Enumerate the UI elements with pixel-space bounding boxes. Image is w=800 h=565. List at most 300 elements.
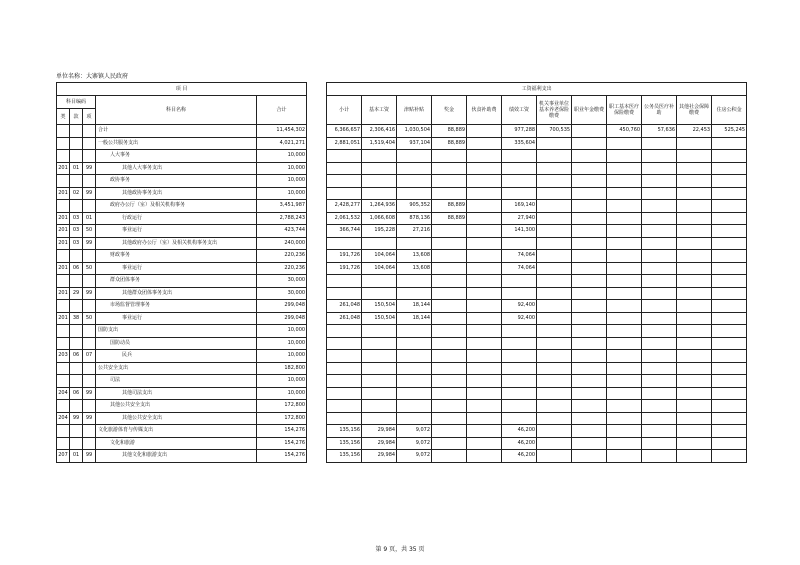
- value-cell: [607, 150, 642, 163]
- value-cell: 6,366,657: [327, 125, 362, 138]
- value-cell: [432, 400, 467, 413]
- table-row: [57, 187, 747, 200]
- code-kuan: 06: [70, 387, 83, 400]
- value-cell: [607, 337, 642, 350]
- value-cell: [327, 237, 362, 250]
- value-cell: [327, 187, 362, 200]
- value-cell: [362, 325, 397, 338]
- header-wage-group: 工资福利支出: [327, 83, 747, 96]
- gap-cell: [307, 150, 327, 163]
- value-cell: [537, 437, 572, 450]
- value-cell: [467, 162, 502, 175]
- table-row: [57, 125, 747, 138]
- value-cell: [712, 200, 747, 213]
- subject-name: 人大事务: [96, 150, 257, 163]
- total-cell: 10,000: [257, 325, 307, 338]
- gap-cell: [307, 450, 327, 463]
- value-cell: [712, 250, 747, 263]
- value-cell: 74,064: [502, 262, 537, 275]
- value-cell: [642, 412, 677, 425]
- code-lei: 201: [57, 262, 70, 275]
- value-cell: [467, 200, 502, 213]
- value-cell: [572, 350, 607, 363]
- value-cell: 27,216: [397, 225, 432, 238]
- value-cell: [502, 337, 537, 350]
- value-cell: [677, 200, 712, 213]
- value-cell: [327, 175, 362, 188]
- value-cell: [327, 337, 362, 350]
- gap-cell: [307, 337, 327, 350]
- header-col: 伙食补助费: [467, 96, 502, 125]
- value-cell: [677, 162, 712, 175]
- subject-name: 国防动员: [96, 337, 257, 350]
- value-cell: [712, 212, 747, 225]
- value-cell: [607, 175, 642, 188]
- value-cell: [677, 300, 712, 313]
- value-cell: [502, 175, 537, 188]
- subject-name: 其他政协事务支出: [96, 187, 257, 200]
- value-cell: [467, 225, 502, 238]
- value-cell: [362, 337, 397, 350]
- value-cell: 22,453: [677, 125, 712, 138]
- value-cell: [572, 375, 607, 388]
- table-row: [57, 137, 747, 150]
- value-cell: [572, 325, 607, 338]
- code-kuan: 02: [70, 187, 83, 200]
- value-cell: [677, 337, 712, 350]
- code-xiang: [83, 125, 96, 138]
- code-xiang: [83, 250, 96, 263]
- table-row: [57, 362, 747, 375]
- table-row: [57, 162, 747, 175]
- table-row: [57, 387, 747, 400]
- subject-name: 群众团体事务: [96, 275, 257, 288]
- total-cell: 3,451,987: [257, 200, 307, 213]
- value-cell: 135,156: [327, 437, 362, 450]
- total-cell: 172,800: [257, 412, 307, 425]
- subject-name: 其他司法支出: [96, 387, 257, 400]
- value-cell: 1,066,608: [362, 212, 397, 225]
- value-cell: [607, 400, 642, 413]
- total-cell: 182,800: [257, 362, 307, 375]
- value-cell: 525,245: [712, 125, 747, 138]
- table-row: [57, 212, 747, 225]
- value-cell: [677, 262, 712, 275]
- gap-cell: [307, 300, 327, 313]
- table-row: [57, 437, 747, 450]
- value-cell: [572, 312, 607, 325]
- value-cell: [467, 287, 502, 300]
- value-cell: [642, 450, 677, 463]
- header-col: 其他社会保障缴费: [677, 96, 712, 125]
- value-cell: [537, 175, 572, 188]
- value-cell: [432, 250, 467, 263]
- value-cell: [677, 312, 712, 325]
- value-cell: 366,744: [327, 225, 362, 238]
- total-cell: 10,000: [257, 350, 307, 363]
- header-lei: 类: [57, 109, 70, 125]
- code-kuan: 03: [70, 225, 83, 238]
- value-cell: [642, 275, 677, 288]
- subject-name: 合计: [96, 125, 257, 138]
- code-lei: [57, 175, 70, 188]
- subject-name: 市场监督管理事务: [96, 300, 257, 313]
- value-cell: [712, 262, 747, 275]
- code-kuan: [70, 200, 83, 213]
- gap-cell: [307, 212, 327, 225]
- code-lei: 203: [57, 350, 70, 363]
- value-cell: [432, 325, 467, 338]
- gap-cell: [307, 250, 327, 263]
- value-cell: [467, 387, 502, 400]
- value-cell: [607, 362, 642, 375]
- value-cell: 88,889: [432, 200, 467, 213]
- code-lei: 204: [57, 387, 70, 400]
- value-cell: [432, 362, 467, 375]
- table-row: [57, 237, 747, 250]
- value-cell: [502, 237, 537, 250]
- value-cell: [607, 437, 642, 450]
- code-lei: [57, 337, 70, 350]
- gap-cell: [307, 387, 327, 400]
- subject-name: 事业运行: [96, 225, 257, 238]
- value-cell: [502, 387, 537, 400]
- value-cell: [642, 350, 677, 363]
- value-cell: 88,889: [432, 125, 467, 138]
- value-cell: [397, 275, 432, 288]
- gap-cell: [307, 225, 327, 238]
- total-cell: 10,000: [257, 187, 307, 200]
- value-cell: [642, 325, 677, 338]
- value-cell: 261,048: [327, 300, 362, 313]
- value-cell: [362, 275, 397, 288]
- gap-cell: [307, 162, 327, 175]
- value-cell: [467, 312, 502, 325]
- total-cell: 240,000: [257, 237, 307, 250]
- value-cell: [712, 437, 747, 450]
- value-cell: [327, 150, 362, 163]
- code-lei: [57, 325, 70, 338]
- value-cell: 261,048: [327, 312, 362, 325]
- value-cell: [537, 250, 572, 263]
- value-cell: 88,889: [432, 137, 467, 150]
- value-cell: [467, 137, 502, 150]
- value-cell: [572, 212, 607, 225]
- value-cell: [537, 150, 572, 163]
- code-lei: 201: [57, 225, 70, 238]
- table-row: [57, 312, 747, 325]
- code-kuan: [70, 300, 83, 313]
- value-cell: [572, 262, 607, 275]
- value-cell: [537, 325, 572, 338]
- value-cell: [397, 362, 432, 375]
- total-cell: 220,236: [257, 250, 307, 263]
- code-kuan: [70, 175, 83, 188]
- value-cell: [537, 225, 572, 238]
- code-lei: 201: [57, 187, 70, 200]
- value-cell: [432, 162, 467, 175]
- gap-cell: [307, 125, 327, 138]
- value-cell: [572, 225, 607, 238]
- value-cell: [572, 412, 607, 425]
- value-cell: [607, 375, 642, 388]
- value-cell: [397, 412, 432, 425]
- subject-name: 文化和旅游: [96, 437, 257, 450]
- value-cell: 335,604: [502, 137, 537, 150]
- code-xiang: [83, 137, 96, 150]
- value-cell: [327, 350, 362, 363]
- value-cell: [607, 425, 642, 438]
- value-cell: 13,608: [397, 262, 432, 275]
- code-xiang: 01: [83, 212, 96, 225]
- value-cell: [397, 337, 432, 350]
- value-cell: [712, 137, 747, 150]
- value-cell: [467, 412, 502, 425]
- value-cell: [397, 387, 432, 400]
- value-cell: 450,760: [607, 125, 642, 138]
- value-cell: [327, 412, 362, 425]
- value-cell: 104,064: [362, 262, 397, 275]
- value-cell: [467, 275, 502, 288]
- code-xiang: [83, 150, 96, 163]
- value-cell: [712, 150, 747, 163]
- code-xiang: [83, 375, 96, 388]
- value-cell: 27,940: [502, 212, 537, 225]
- total-cell: 172,800: [257, 400, 307, 413]
- value-cell: [432, 175, 467, 188]
- code-kuan: [70, 400, 83, 413]
- value-cell: 18,144: [397, 312, 432, 325]
- code-kuan: [70, 250, 83, 263]
- code-xiang: [83, 400, 96, 413]
- value-cell: [432, 350, 467, 363]
- value-cell: [327, 387, 362, 400]
- value-cell: [327, 362, 362, 375]
- code-kuan: [70, 337, 83, 350]
- code-lei: [57, 375, 70, 388]
- total-cell: 4,021,271: [257, 137, 307, 150]
- value-cell: [677, 287, 712, 300]
- value-cell: [607, 387, 642, 400]
- code-xiang: [83, 325, 96, 338]
- value-cell: [712, 450, 747, 463]
- code-lei: 207: [57, 450, 70, 463]
- value-cell: [432, 337, 467, 350]
- value-cell: [572, 275, 607, 288]
- code-lei: [57, 300, 70, 313]
- value-cell: [607, 200, 642, 213]
- value-cell: [537, 212, 572, 225]
- header-total: 合计: [257, 96, 307, 125]
- value-cell: 141,300: [502, 225, 537, 238]
- value-cell: [537, 412, 572, 425]
- value-cell: [712, 362, 747, 375]
- value-cell: [537, 375, 572, 388]
- value-cell: [362, 287, 397, 300]
- value-cell: [467, 150, 502, 163]
- table-row: [57, 325, 747, 338]
- value-cell: [677, 275, 712, 288]
- value-cell: [677, 400, 712, 413]
- subject-name: 事业运行: [96, 312, 257, 325]
- value-cell: [432, 275, 467, 288]
- value-cell: [572, 450, 607, 463]
- value-cell: [607, 162, 642, 175]
- value-cell: [607, 262, 642, 275]
- value-cell: 1,519,404: [362, 137, 397, 150]
- value-cell: [712, 350, 747, 363]
- code-lei: 201: [57, 287, 70, 300]
- value-cell: 92,400: [502, 312, 537, 325]
- value-cell: [502, 325, 537, 338]
- table-row: [57, 400, 747, 413]
- subject-name: 其他公共安全支出: [96, 400, 257, 413]
- code-kuan: [70, 150, 83, 163]
- value-cell: [537, 387, 572, 400]
- subject-name: 政府办公厅（室）及相关机构事务: [96, 200, 257, 213]
- value-cell: 1,264,936: [362, 200, 397, 213]
- code-xiang: [83, 200, 96, 213]
- header-col: 公务员医疗补助: [642, 96, 677, 125]
- value-cell: [712, 312, 747, 325]
- value-cell: [677, 212, 712, 225]
- table-row: [57, 225, 747, 238]
- code-xiang: 99: [83, 387, 96, 400]
- value-cell: 195,228: [362, 225, 397, 238]
- value-cell: 13,608: [397, 250, 432, 263]
- value-cell: [467, 212, 502, 225]
- value-cell: [572, 200, 607, 213]
- unit-name-label: 单位名称：大寨镇人民政府: [56, 73, 129, 80]
- value-cell: [537, 362, 572, 375]
- value-cell: [397, 175, 432, 188]
- value-cell: [537, 350, 572, 363]
- value-cell: [432, 425, 467, 438]
- gap-cell: [307, 287, 327, 300]
- subject-name: 一般公共服务支出: [96, 137, 257, 150]
- code-kuan: [70, 275, 83, 288]
- value-cell: [362, 400, 397, 413]
- value-cell: 57,636: [642, 125, 677, 138]
- value-cell: [537, 400, 572, 413]
- value-cell: [712, 425, 747, 438]
- value-cell: [642, 362, 677, 375]
- code-lei: [57, 425, 70, 438]
- value-cell: [677, 450, 712, 463]
- subject-name: 民兵: [96, 350, 257, 363]
- gap-cell: [307, 437, 327, 450]
- subject-name: 公共安全支出: [96, 362, 257, 375]
- header-col: 奖金: [432, 96, 467, 125]
- value-cell: 135,156: [327, 425, 362, 438]
- value-cell: [432, 387, 467, 400]
- value-cell: [397, 287, 432, 300]
- value-cell: 74,064: [502, 250, 537, 263]
- value-cell: [642, 387, 677, 400]
- total-cell: 10,000: [257, 162, 307, 175]
- value-cell: 2,061,532: [327, 212, 362, 225]
- code-kuan: 99: [70, 412, 83, 425]
- total-cell: 10,000: [257, 175, 307, 188]
- code-xiang: [83, 300, 96, 313]
- value-cell: [607, 325, 642, 338]
- value-cell: 46,200: [502, 425, 537, 438]
- value-cell: [712, 325, 747, 338]
- code-kuan: 06: [70, 262, 83, 275]
- value-cell: [677, 375, 712, 388]
- total-cell: 10,000: [257, 387, 307, 400]
- value-cell: [362, 187, 397, 200]
- value-cell: [467, 450, 502, 463]
- value-cell: [432, 187, 467, 200]
- value-cell: [712, 237, 747, 250]
- value-cell: [642, 150, 677, 163]
- code-xiang: 99: [83, 287, 96, 300]
- subject-name: 国防支出: [96, 325, 257, 338]
- value-cell: [362, 237, 397, 250]
- value-cell: 9,072: [397, 425, 432, 438]
- value-cell: [572, 250, 607, 263]
- value-cell: [642, 425, 677, 438]
- value-cell: [362, 362, 397, 375]
- value-cell: [502, 162, 537, 175]
- table-row: [57, 262, 747, 275]
- header-col: 绩效工资: [502, 96, 537, 125]
- table-row: [57, 375, 747, 388]
- value-cell: [362, 387, 397, 400]
- code-kuan: 01: [70, 162, 83, 175]
- value-cell: [467, 350, 502, 363]
- value-cell: [712, 375, 747, 388]
- total-cell: 30,000: [257, 287, 307, 300]
- value-cell: [572, 337, 607, 350]
- value-cell: [712, 400, 747, 413]
- value-cell: [642, 200, 677, 213]
- value-cell: 29,984: [362, 450, 397, 463]
- value-cell: 937,104: [397, 137, 432, 150]
- value-cell: [432, 287, 467, 300]
- table-row: [57, 450, 747, 463]
- value-cell: [712, 187, 747, 200]
- gap-cell: [307, 362, 327, 375]
- value-cell: [677, 387, 712, 400]
- value-cell: [502, 400, 537, 413]
- value-cell: [677, 425, 712, 438]
- code-lei: [57, 275, 70, 288]
- value-cell: [677, 237, 712, 250]
- code-xiang: [83, 437, 96, 450]
- value-cell: [607, 237, 642, 250]
- code-kuan: 03: [70, 237, 83, 250]
- value-cell: [607, 250, 642, 263]
- value-cell: [712, 162, 747, 175]
- subject-name: 政协事务: [96, 175, 257, 188]
- value-cell: [397, 350, 432, 363]
- value-cell: 2,428,277: [327, 200, 362, 213]
- value-cell: 135,156: [327, 450, 362, 463]
- value-cell: [502, 287, 537, 300]
- table-row: [57, 425, 747, 438]
- value-cell: [572, 387, 607, 400]
- value-cell: [677, 137, 712, 150]
- value-cell: [642, 312, 677, 325]
- code-xiang: [83, 275, 96, 288]
- value-cell: [397, 325, 432, 338]
- value-cell: [432, 450, 467, 463]
- table-row: [57, 337, 747, 350]
- budget-table: [56, 82, 747, 463]
- code-kuan: [70, 437, 83, 450]
